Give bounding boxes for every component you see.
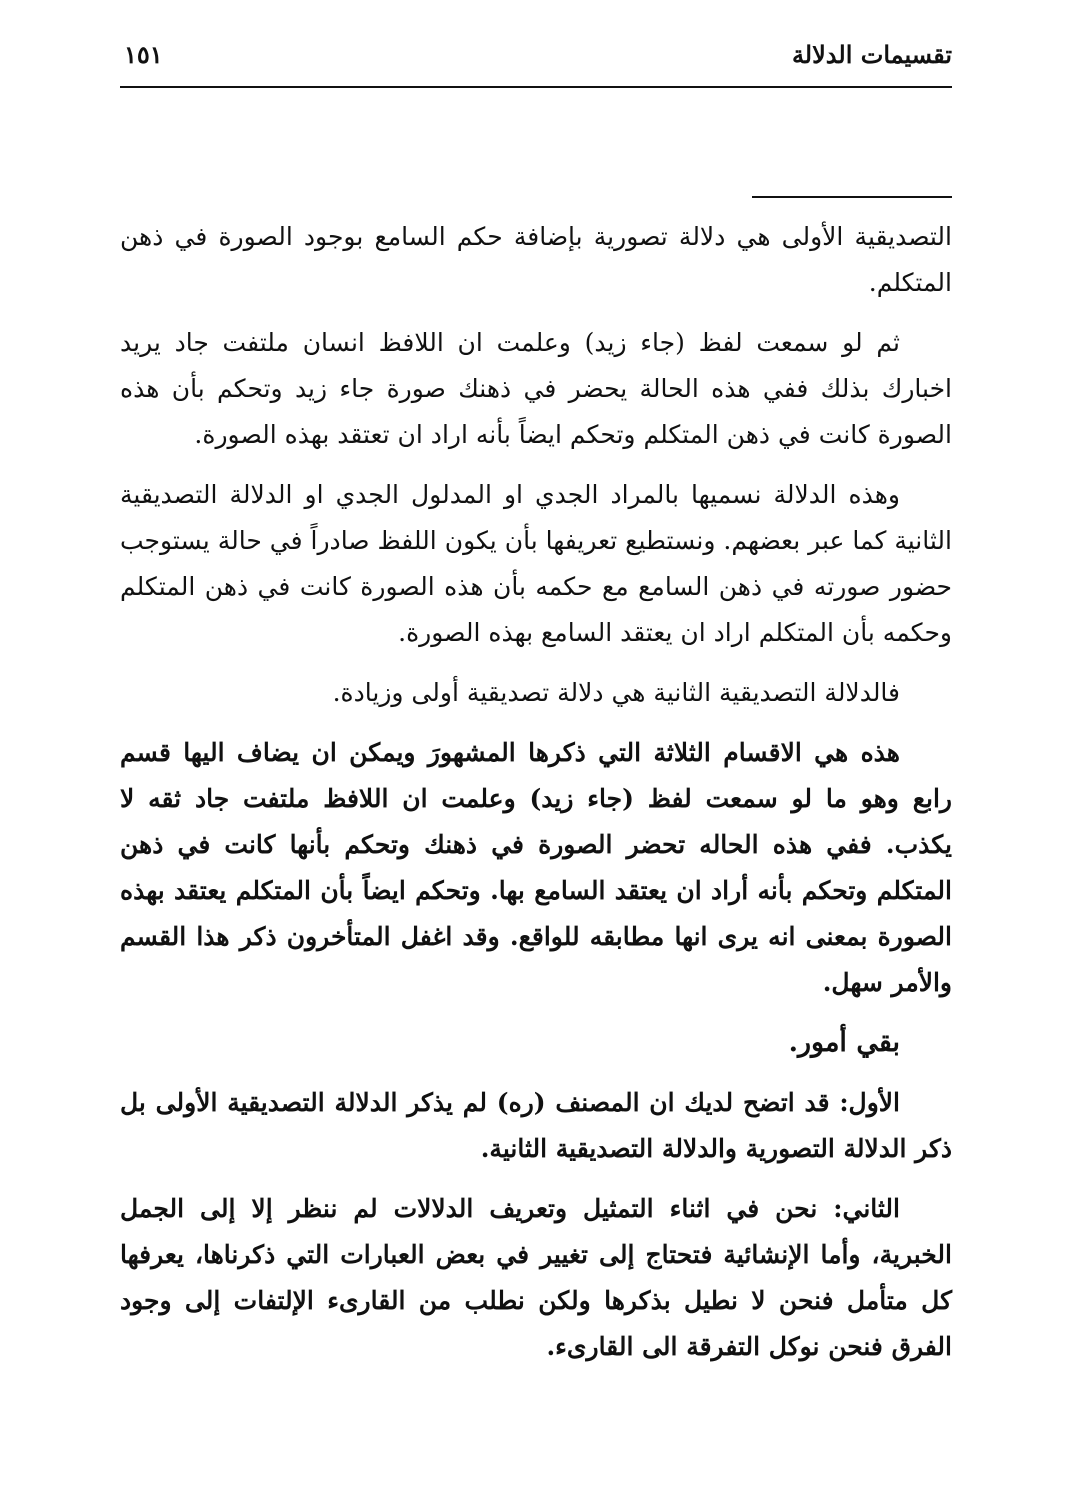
paragraph xyxy=(120,670,952,716)
page-body xyxy=(120,214,952,1384)
paragraph-lead: الثاني: xyxy=(833,1194,900,1223)
page-header xyxy=(120,36,952,86)
paragraph-text: وهذه الدلالة نسميها بالمراد الجدي او المدلول الجدي او الدلالة التصديقية الثانية كما عبر بعضهم. ونستطيع تعريفها بأن يكون اللفظ صادراً في حالة يستوجب حضور صورته في ذهن السامع مع حكمه بأن هذه الصورة كانت في ذهن المتكلم وحكمه بأن المتكلم اراد ان يعتقد السامع بهذه الصورة. xyxy=(120,480,952,647)
paragraph xyxy=(120,472,952,656)
section-heading xyxy=(120,1020,952,1066)
paragraph-text: التصديقية الأولى هي دلالة تصورية بإضافة حكم السامع بوجود الصورة في ذهن المتكلم. xyxy=(120,222,952,297)
header-rule xyxy=(120,86,952,88)
paragraph-text: ثم لو سمعت لفظ (جاء زيد) وعلمت ان اللافظ انسان ملتفت جاد يريد اخبارك بذلك ففي هذه الحالة يحضر في ذهنك صورة جاء زيد وتحكم بأن هذه الصورة كانت في ذهن المتكلم وتحكم ايضاً بأنه اراد ان تعتقد بهذه الصورة. xyxy=(120,328,952,449)
paragraph-text: هذه هي الاقسام الثلاثة التي ذكرها المشهورَ ويمكن ان يضاف اليها قسم رابع وهو ما لو سمعت لفظ (جاء زيد) وعلمت ان اللافظ ملتفت جاد ثقه لا يكذب. ففي هذه الحاله تحضر الصورة في ذهنك وتحكم بأنها كانت في ذهن المتكلم وتحكم بأنه أراد ان يعتقد السامع بها. وتحكم ايضاً بأن المتكلم يعتقد بهذه الصورة بمعنى انه يرى انها مطابقه للواقع. وقد اغفل المتأخرون ذكر هذا القسم والأمر سهل. xyxy=(120,738,952,997)
paragraph xyxy=(120,730,952,1006)
paragraph xyxy=(120,320,952,458)
heading-text: بقي أمور. xyxy=(788,1027,900,1058)
running-title: تقسيمات الدلالة xyxy=(791,40,952,69)
paragraph-second xyxy=(120,1186,952,1370)
paragraph-lead: الأول: xyxy=(839,1088,900,1117)
paragraph-text: قد اتضح لديك ان المصنف (ره) لم يذكر الدلالة التصديقية الأولى بل ذكر الدلالة التصورية والدلالة التصديقية الثانية. xyxy=(120,1088,952,1163)
paragraph-text: نحن في اثناء التمثيل وتعريف الدلالات لم ننظر إلا إلى الجمل الخبرية، وأما الإنشائية فتحتاج إلى تغيير في بعض العبارات التي ذكرناها، يعرفها كل متأمل فنحن لا نطيل بذكرها ولكن نطلب من القارىء الإلتفات إلى وجود الفرق فنحن نوكل التفرقة الى القارىء. xyxy=(120,1194,952,1361)
paragraph-continuation xyxy=(120,214,952,306)
paragraph-text: فالدلالة التصديقية الثانية هي دلالة تصديقية أولى وزيادة. xyxy=(332,678,900,707)
footnote-separator xyxy=(752,196,952,198)
page-number: ١٥١ xyxy=(124,40,163,69)
paragraph-first xyxy=(120,1080,952,1172)
